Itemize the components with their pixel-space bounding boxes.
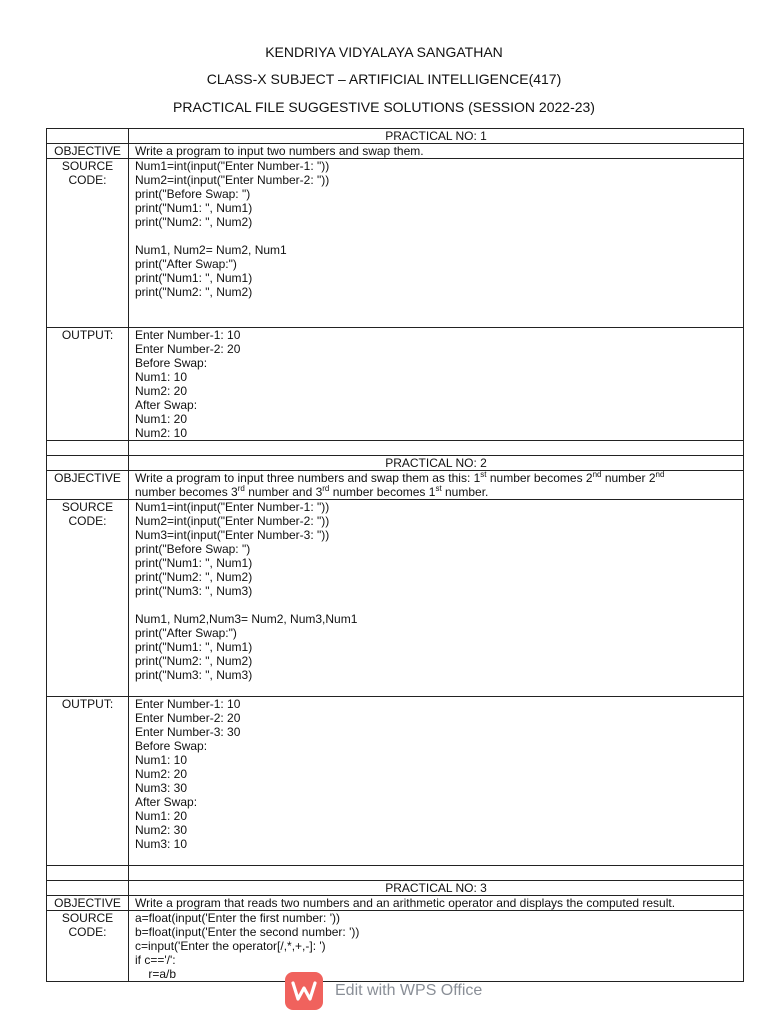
- practical-3-objective-row: [47, 896, 744, 911]
- output-line: Num3: 30: [135, 781, 188, 795]
- output-line: Num1: 10: [135, 370, 188, 384]
- output-line: Num1: 10: [135, 753, 188, 767]
- output-line: Enter Number-2: 20: [135, 711, 241, 725]
- source-code-label: SOURCE CODE:: [47, 500, 129, 697]
- practical-1-code-row: [47, 159, 744, 328]
- code-line: print("Num2: ", Num2): [135, 570, 253, 584]
- code-line: Num2=int(input("Enter Number-2: ")): [135, 514, 330, 528]
- practical-3-title-row: [47, 881, 744, 896]
- code-line: [135, 598, 737, 612]
- output-line: Num3: 10: [135, 837, 188, 851]
- practical-1-title: PRACTICAL NO: 1: [129, 129, 744, 144]
- output-label: OUTPUT:: [47, 328, 129, 441]
- code-line: Num1=int(input("Enter Number-1: ")): [135, 500, 330, 514]
- practical-2-objective: Write a program to input three numbers and swap them as this: 1st number becomes 2nd number 2nd number becomes 3rd number and 3rd number becomes 1st number.: [129, 471, 744, 500]
- practical-3-code-row: [47, 911, 744, 982]
- practical-table: [46, 128, 744, 982]
- doc-header-title: PRACTICAL FILE SUGGESTIVE SOLUTIONS (SESSION 2022-23): [173, 99, 595, 115]
- code-line: print("Num2: ", Num2): [135, 654, 253, 668]
- output-line: Enter Number-2: 20: [135, 342, 241, 356]
- code-line: r=a/b: [135, 967, 177, 981]
- source-code-label: SOURCE CODE:: [47, 159, 129, 328]
- output-line: Before Swap:: [135, 356, 208, 370]
- spacer-row: [47, 866, 744, 881]
- practical-2-output-row: [47, 697, 744, 866]
- practical-2-title-row: [47, 456, 744, 471]
- code-line: print("Num3: ", Num3): [135, 584, 253, 598]
- output-line: Num2: 30: [135, 823, 188, 837]
- practical-2-code-row: [47, 500, 744, 697]
- practical-2-code: [129, 500, 744, 697]
- code-line: print("Num2: ", Num2): [135, 285, 253, 299]
- code-line: if c=='/':: [135, 953, 176, 967]
- code-line: Num1=int(input("Enter Number-1: ")): [135, 159, 330, 173]
- output-line: Num1: 20: [135, 412, 188, 426]
- practical-2-title: PRACTICAL NO: 2: [129, 456, 744, 471]
- practical-1-objective-row: [47, 144, 744, 159]
- code-line: print("After Swap:"): [135, 257, 237, 271]
- doc-header-org: KENDRIYA VIDYALAYA SANGATHAN: [265, 44, 503, 60]
- practical-1-objective: Write a program to input two numbers and swap them.: [129, 144, 744, 159]
- objective-label: OBJECTIVE: [47, 144, 129, 159]
- output-line: Enter Number-3: 30: [135, 725, 241, 739]
- output-line: Enter Number-1: 10: [135, 697, 241, 711]
- practical-2-objective-row: [47, 471, 744, 500]
- code-line: Num1, Num2,Num3= Num2, Num3,Num1: [135, 612, 358, 626]
- practical-1-output: [129, 328, 744, 441]
- practical-2-output: [129, 697, 744, 866]
- code-line: c=input('Enter the operator[/,*,+,-]: '): [135, 939, 326, 953]
- objective-label: OBJECTIVE: [47, 896, 129, 911]
- code-line: print("Num2: ", Num2): [135, 215, 253, 229]
- code-line: print("Num1: ", Num1): [135, 556, 253, 570]
- output-line: Before Swap:: [135, 739, 208, 753]
- code-line: Num1, Num2= Num2, Num1: [135, 243, 287, 257]
- practical-3-code: [129, 911, 744, 982]
- wps-watermark-text: Edit with WPS Office: [335, 982, 483, 999]
- doc-header-class: CLASS-X SUBJECT – ARTIFICIAL INTELLIGENCE(417): [206, 71, 562, 87]
- code-line: print("Num1: ", Num1): [135, 640, 253, 654]
- output-line: After Swap:: [135, 398, 198, 412]
- wps-watermark[interactable]: [285, 972, 525, 1010]
- output-line: Num1: 20: [135, 809, 188, 823]
- spacer-row: [47, 441, 744, 456]
- practical-1-title-row: [47, 129, 744, 144]
- output-line: Num2: 10: [135, 426, 188, 440]
- practical-3-objective: Write a program that reads two numbers and an arithmetic operator and displays the computed result.: [129, 896, 744, 911]
- source-code-label: SOURCE CODE:: [47, 911, 129, 982]
- output-line: After Swap:: [135, 795, 198, 809]
- code-line: print("Before Swap: "): [135, 187, 251, 201]
- practical-3-title: PRACTICAL NO: 3: [129, 881, 744, 896]
- wps-logo-glyph: [291, 980, 317, 1002]
- code-line: print("Num3: ", Num3): [135, 668, 253, 682]
- code-line: print("After Swap:"): [135, 626, 237, 640]
- code-line: Num3=int(input("Enter Number-3: ")): [135, 528, 330, 542]
- code-line: print("Num1: ", Num1): [135, 201, 253, 215]
- output-line: Num2: 20: [135, 767, 188, 781]
- code-line: print("Before Swap: "): [135, 542, 251, 556]
- output-line: Enter Number-1: 10: [135, 328, 241, 342]
- code-line: [135, 229, 737, 243]
- output-line: Num2: 20: [135, 384, 188, 398]
- code-line: Num2=int(input("Enter Number-2: ")): [135, 173, 330, 187]
- code-line: b=float(input('Enter the second number: ')): [135, 925, 360, 939]
- code-line: print("Num1: ", Num1): [135, 271, 253, 285]
- code-line: a=float(input('Enter the first number: ')): [135, 911, 341, 925]
- practical-1-code: [129, 159, 744, 328]
- practical-1-output-row: [47, 328, 744, 441]
- wps-logo-icon: [285, 972, 323, 1010]
- output-label: OUTPUT:: [47, 697, 129, 866]
- objective-label: OBJECTIVE: [47, 471, 129, 500]
